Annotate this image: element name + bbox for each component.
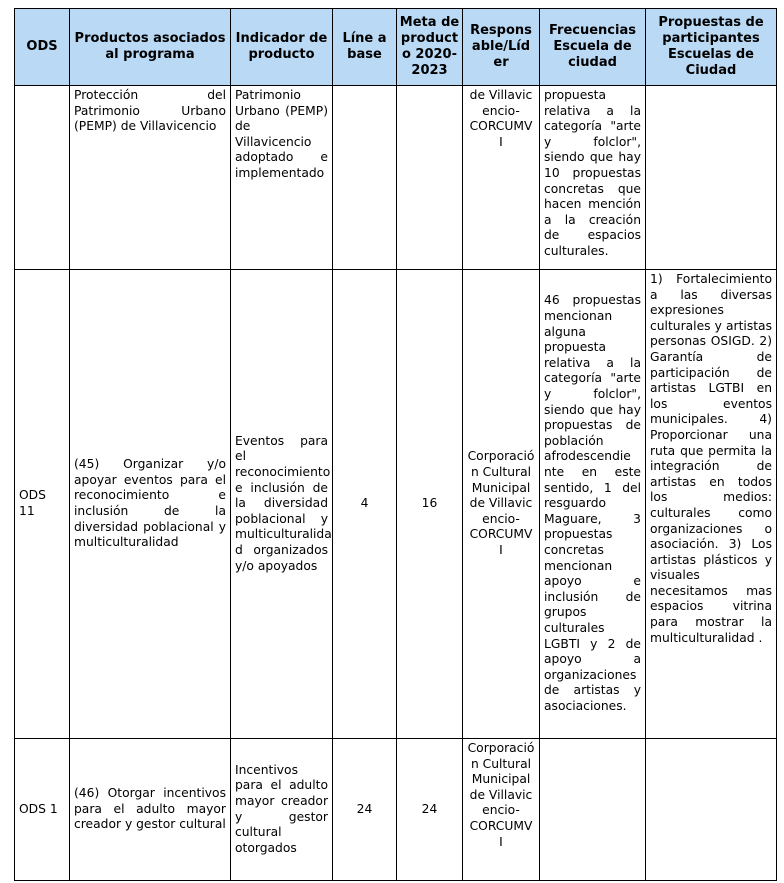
cell-responsable: Corporació n Cultural Municipal de Villavic encio-CORCUMV I	[463, 739, 540, 881]
table-row	[15, 270, 777, 739]
cell-meta: 24	[397, 739, 463, 881]
cell-propuestas	[646, 86, 777, 270]
cell-indicador: Eventos para el reconocimiento e inclusión de la diversidad poblacional y multiculturalida d organizados y/o apoyados	[231, 270, 333, 739]
cell-indicador: Patrimonio Urbano (PEMP) de Villavicencio adoptado e implementado	[231, 86, 333, 270]
cell-indicador: Incentivos para el adulto mayor creador y gestor cultural otorgados	[231, 739, 333, 881]
cell-linea-base	[333, 86, 397, 270]
header-ods: ODS	[15, 9, 70, 86]
cell-frecuencias: 46 propuestas mencionan alguna propuesta relativa a la categoría "arte y folclor", siendo que hay propuestas de población afrodescendie nte en este sentido, 1 del resguardo Maguare, 3 propuestas concretas mencionan apoyo e inclusión de grupos culturales LGBTI y 2 de apoyo a organizaciones de artistas y asociaciones.	[540, 270, 646, 739]
cell-meta	[397, 86, 463, 270]
header-row	[15, 9, 777, 86]
cell-meta: 16	[397, 270, 463, 739]
cell-frecuencias	[540, 739, 646, 881]
cell-producto: (46) Otorgar incentivos para el adulto mayor creador y gestor cultural	[70, 739, 231, 881]
header-meta: Meta de product o 2020-2023	[397, 9, 463, 86]
header-indicador: Indicador de producto	[231, 9, 333, 86]
program-table	[14, 8, 777, 881]
header-productos: Productos asociados al programa	[70, 9, 231, 86]
cell-linea-base: 4	[333, 270, 397, 739]
header-linea-base: Líne a base	[333, 9, 397, 86]
cell-ods: ODS 1	[15, 739, 70, 881]
cell-frecuencias: propuesta relativa a la categoría "arte y folclor", siendo que hay 10 propuestas concretas que hacen mención a la creación de espacios culturales.	[540, 86, 646, 270]
table-row	[15, 86, 777, 270]
header-frecuencias: Frecuencias Escuela de ciudad	[540, 9, 646, 86]
cell-ods: ODS 11	[15, 270, 70, 739]
cell-responsable: Corporació n Cultural Municipal de Villavic encio-CORCUMV I	[463, 270, 540, 739]
cell-propuestas	[646, 739, 777, 881]
header-responsable: Respons able/Líd er	[463, 9, 540, 86]
cell-linea-base: 24	[333, 739, 397, 881]
cell-producto: (45) Organizar y/o apoyar eventos para el reconocimiento e inclusión de la diversidad poblacional y multiculturalidad	[70, 270, 231, 739]
cell-propuestas: 1) Fortalecimiento a las diversas expresiones culturales y artistas personas OSIGD. 2) Garantía de participación de artistas LGTBI en los eventos municipales. 4) Proporcionar una ruta que permita la integración de artistas en todos los medios: culturales como organizaciones o asociación. 3) Los artistas plásticos y visuales necesitamos mas espacios vitrina para mostrar la multiculturalidad .	[646, 270, 777, 739]
header-propuestas: Propuestas de participantes Escuelas de Ciudad	[646, 9, 777, 86]
cell-responsable: de Villavic encio-CORCUMV I	[463, 86, 540, 270]
cell-ods	[15, 86, 70, 270]
table-row	[15, 739, 777, 881]
cell-producto: Protección del Patrimonio Urbano (PEMP) de Villavicencio	[70, 86, 231, 270]
